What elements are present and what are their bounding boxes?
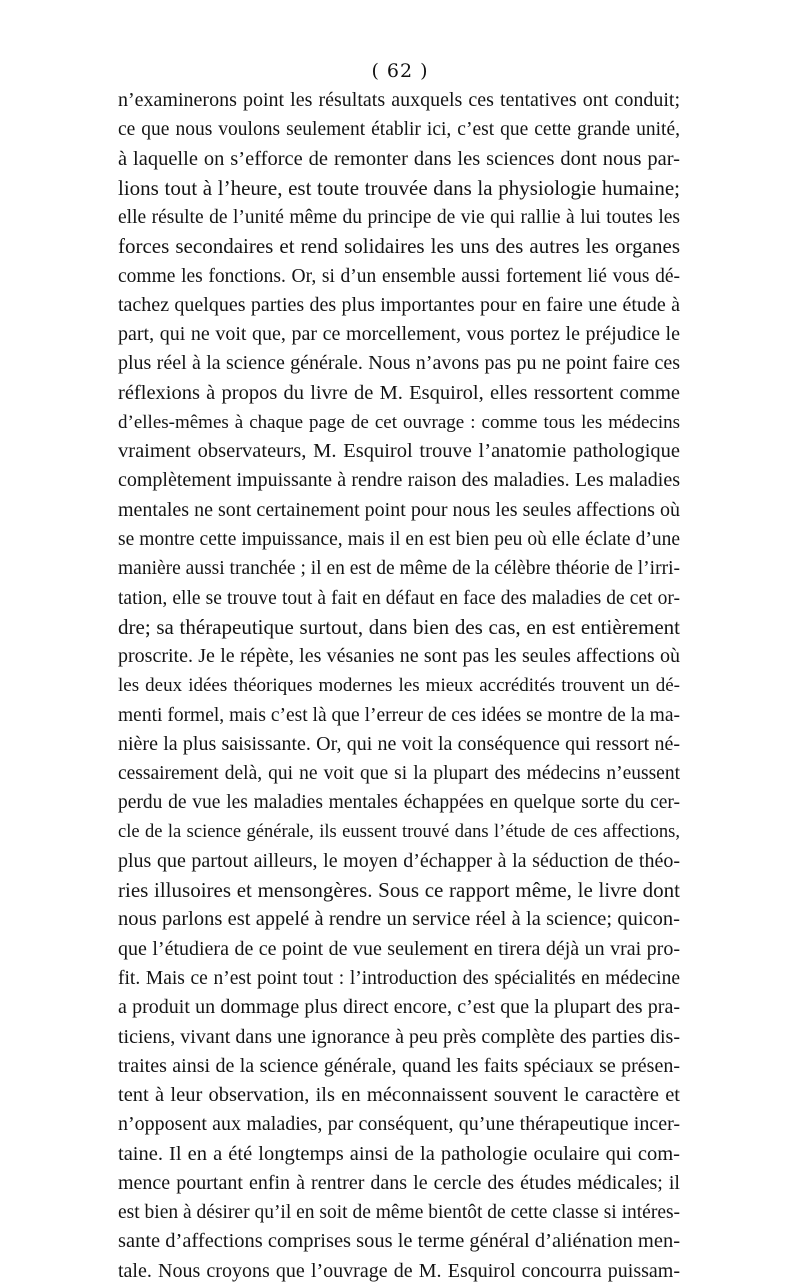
text-line: traites ainsi de la science générale, quand les faits spéciaux se présen- (118, 1054, 680, 1077)
page-number: ( 62 ) (371, 60, 429, 82)
text-line: tent à leur observation, ils en méconnaissent souvent le caractère et (118, 1084, 680, 1107)
text-line: mentales ne sont certainement point pour nous les seules affections où (118, 498, 680, 521)
text-line: taine. Il en a été longtemps ainsi de la pathologie oculaire qui com- (118, 1142, 680, 1165)
text-line: tale. Nous croyons que l’ouvrage de M. Esquirol concourra puissam- (118, 1259, 680, 1282)
text-line: se montre cette impuissance, mais il en est bien peu où elle éclate d’une (118, 528, 680, 550)
text-line: perdu de vue les maladies mentales échappées en quelque sorte du cer- (118, 792, 680, 814)
text-line: tation, elle se trouve tout à fait en défaut en face des maladies de cet or- (118, 587, 680, 609)
text-line: cessairement delà, qui ne voit que si la plupart des médecins n’eussent (118, 763, 680, 785)
text-line: ries illusoires et mensongères. Sous ce rapport même, le livre dont (118, 878, 680, 903)
text-line: tachez quelques parties des plus importantes pour en faire une étude à (118, 293, 680, 316)
text-line: complètement impuissante à rendre raison des maladies. Les maladies (118, 469, 680, 492)
text-line: réflexions à propos du livre de M. Esquirol, elles ressortent comme (118, 381, 680, 404)
text-line: dre; sa thérapeutique surtout, dans bien des cas, en est entièrement (118, 614, 680, 639)
text-line: mence pourtant enfin à rentrer dans le cercle des études médicales; il (118, 1171, 680, 1194)
text-line: menti formel, mais c’est là que l’erreur de ces idées se montre de la ma- (118, 704, 680, 726)
text-line: à laquelle on s’efforce de remonter dans les sciences dont nous par- (118, 147, 680, 170)
text-line: d’elles-mêmes à chaque page de cet ouvrage : comme tous les médecins (118, 411, 680, 433)
text-line: vraiment observateurs, M. Esquirol trouve l’anatomie pathologique (118, 440, 680, 463)
text-line: manière aussi tranchée ; il en est de même de la célèbre théorie de l’irri- (118, 558, 680, 580)
text-line: a produit un dommage plus direct encore, c’est que la plupart des pra- (118, 996, 680, 1019)
text-line: les deux idées théoriques modernes les mieux accrédités trouvent un dé- (118, 675, 680, 697)
text-line: fit. Mais ce n’est point tout : l’introduction des spécialités en médecine (118, 967, 680, 989)
text-line: proscrite. Je le répète, les vésanies ne sont pas les seules affections où (118, 645, 680, 668)
text-line: comme les fonctions. Or, si d’un ensemble aussi fortement lié vous dé- (118, 265, 680, 287)
text-line: lions tout à l’heure, est toute trouvée dans la physiologie humaine; (118, 175, 680, 200)
text-line: forces secondaires et rend solidaires les uns des autres les organes (118, 234, 680, 259)
body-text (118, 86, 680, 1286)
text-line: nous parlons est appelé à rendre un service réel à la science; quicon- (118, 908, 680, 931)
text-line: ticiens, vivant dans une ignorance à peu près complète des parties dis- (118, 1025, 680, 1048)
text-line: n’examinerons point les résultats auxquels ces tentatives ont conduit; (118, 89, 680, 111)
text-line: part, qui ne voit que, par ce morcellement, vous portez le préjudice le (118, 323, 680, 346)
text-line: elle résulte de l’unité même du principe de vie qui rallie à lui toutes les (118, 207, 680, 229)
text-line: que l’étudiera de ce point de vue seulement en tirera déjà un vrai pro- (118, 937, 680, 960)
text-line: cle de la science générale, ils eussent trouvé dans l’étude de ces affections, (118, 821, 680, 842)
text-line: sante d’affections comprises sous le terme général d’aliénation men- (118, 1230, 681, 1253)
text-line: n’opposent aux maladies, par conséquent, qu’une thérapeutique incer- (118, 1113, 680, 1136)
text-line: plus réel à la science générale. Nous n’avons pas pu ne point faire ces (118, 352, 680, 375)
text-line: ce que nous voulons seulement établir ici, c’est que cette grande unité, (118, 119, 680, 141)
text-line: est bien à désirer qu’il en soit de même bientôt de cette classe si intéres- (118, 1202, 681, 1224)
text-line: plus que partout ailleurs, le moyen d’échapper à la séduction de théo- (118, 849, 680, 872)
text-line: nière la plus saisissante. Or, qui ne voit la conséquence qui ressort né- (118, 732, 680, 755)
